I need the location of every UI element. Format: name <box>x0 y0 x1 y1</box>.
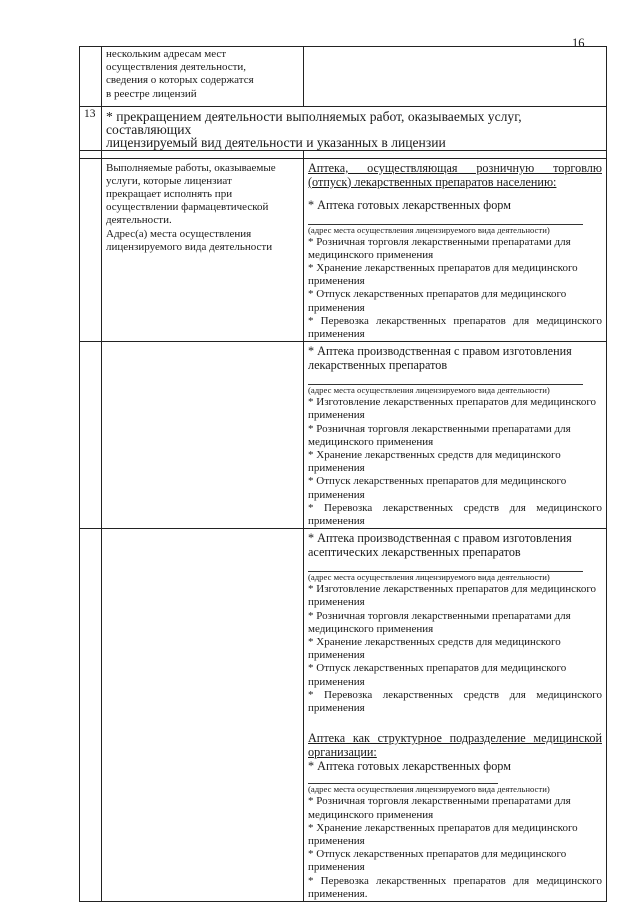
continuation-line: в реестре лицензий <box>106 87 197 100</box>
row-13-title-line: лицензируемый вид деятельности и указанных в лицензии <box>106 135 446 151</box>
service-item: * Перевозка лекарственных препаратов для медицинского применения <box>308 314 602 341</box>
service-item: * Перевозка лекарственных препаратов для медицинского применения. <box>308 874 602 900</box>
page-number: 16 <box>572 36 585 50</box>
description-line: деятельности. <box>106 214 172 227</box>
service-item: * Отпуск лекарственных препаратов для медицинского применения <box>308 662 567 688</box>
row-number: 13 <box>80 107 102 151</box>
service-item: * Хранение лекарственных препаратов для медицинского применения <box>308 262 578 288</box>
section-a-title: * Аптека готовых лекарственных форм <box>308 197 511 212</box>
license-table <box>79 46 607 902</box>
continuation-line: сведения о которых содержатся <box>106 74 254 87</box>
service-item: * Хранение лекарственных средств для медицинского применения <box>308 449 561 475</box>
empty-cell <box>102 529 304 902</box>
section-c-title: * Аптека производственная с правом изготовления <box>308 531 572 546</box>
address-note: (адрес места осуществления лицензируемого вида деятельности) <box>308 784 550 795</box>
service-item: * Хранение лекарственных средств для медицинского применения <box>308 636 561 662</box>
section-c-title: асептических лекарственных препаратов <box>308 545 521 560</box>
continuation-line: нескольким адресам мест <box>106 48 227 60</box>
row-number-cell <box>80 47 102 107</box>
spacer-cell <box>102 150 304 158</box>
description-line: лицензируемого вида деятельности <box>106 240 273 253</box>
service-item: * Изготовление лекарственных препаратов для медицинского применения <box>308 583 597 609</box>
table-row-section-a <box>80 158 607 342</box>
row-number-cell <box>80 529 102 902</box>
row-number-cell <box>80 342 102 529</box>
service-item: * Отпуск лекарственных препаратов для медицинского применения <box>308 475 567 501</box>
spacer-cell <box>80 150 102 158</box>
pharmacy-section-c <box>304 529 607 902</box>
row-number-cell <box>80 158 102 342</box>
table-row-section-b <box>80 342 607 529</box>
table-row-13-header <box>80 107 607 151</box>
service-item: * Перевозка лекарственных средств для медицинского применения <box>308 501 602 528</box>
service-item: * Розничная торговля лекарственными препаратами для медицинского применения <box>308 795 571 821</box>
section-d-heading: Аптека как структурное подразделение медицинской <box>308 731 602 746</box>
description-line: прекращает исполнять при <box>106 188 233 201</box>
continuation-line: осуществления деятельности, <box>106 61 247 74</box>
empty-cell <box>304 47 607 107</box>
service-item: * Изготовление лекарственных препаратов для медицинского применения <box>308 396 597 422</box>
service-item: * Хранение лекарственных препаратов для медицинского применения <box>308 821 578 847</box>
spacer-cell <box>304 150 607 158</box>
activity-description <box>102 158 304 342</box>
section-b-title: лекарственных препаратов <box>308 358 448 373</box>
section-b-title: * Аптека производственная с правом изготовления <box>308 344 572 359</box>
row-13-title-line: * прекращением деятельности выполняемых работ, оказываемых услуг, составляющих <box>106 109 522 138</box>
service-item: * Розничная торговля лекарственными препаратами для медицинского применения <box>308 235 571 261</box>
service-item: * Розничная торговля лекарственными препаратами для медицинского применения <box>308 609 571 635</box>
table-row-spacer <box>80 150 607 158</box>
address-note: (адрес места осуществления лицензируемого вида деятельности) <box>308 385 550 396</box>
service-item: * Отпуск лекарственных препаратов для медицинского применения <box>308 848 567 874</box>
service-item: * Отпуск лекарственных препаратов для медицинского применения <box>308 288 567 314</box>
address-note: (адрес места осуществления лицензируемого вида деятельности) <box>308 224 550 235</box>
row-13-title <box>102 107 607 151</box>
section-d-title: * Аптека готовых лекарственных форм <box>308 759 511 774</box>
service-item: * Розничная торговля лекарственными препаратами для медицинского применения <box>308 422 571 448</box>
service-item: * Перевозка лекарственных средств для медицинского применения <box>308 688 602 715</box>
description-line: осуществлении фармацевтической <box>106 201 269 214</box>
continuation-text <box>102 47 304 107</box>
empty-cell <box>102 342 304 529</box>
table-row-continuation <box>80 47 607 107</box>
section-d-heading: организации: <box>308 745 377 760</box>
section-a-heading: Аптека, осуществляющая розничную торговлю <box>308 160 602 175</box>
description-line: Выполняемые работы, оказываемые <box>106 161 276 174</box>
section-a-heading: (отпуск) лекарственных препаратов населению: <box>308 174 557 189</box>
description-line: услуги, которые лицензиат <box>106 174 232 187</box>
pharmacy-section-b <box>304 342 607 529</box>
address-note: (адрес места осуществления лицензируемого вида деятельности) <box>308 572 550 583</box>
description-line: Адрес(а) места осуществления <box>106 227 252 240</box>
table-row-section-c <box>80 529 607 902</box>
pharmacy-section-a <box>304 158 607 342</box>
